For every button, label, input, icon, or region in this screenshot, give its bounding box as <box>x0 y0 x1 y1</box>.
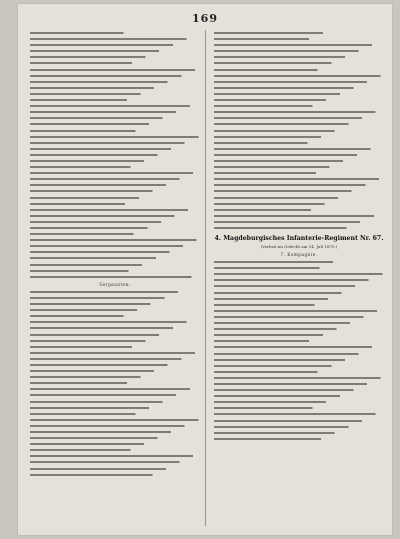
entries-block-4 <box>214 259 384 442</box>
section-title: 4. Magdeburgisches Infanterie-Regiment Nr. 67. <box>214 235 384 243</box>
entries-block-2 <box>30 289 200 478</box>
left-subheading: Sergeanten: <box>99 281 131 287</box>
page-number: 169 <box>192 12 218 25</box>
section-subtitle: (Verlust im Gefecht am 14. Juli 1870.) <box>260 244 338 250</box>
right-subheading: 7. Kompagnie. <box>280 252 318 258</box>
entries-block-1 <box>30 30 200 280</box>
entries-block-3 <box>214 30 384 231</box>
column-divider <box>205 30 206 526</box>
right-column <box>214 30 384 442</box>
document-page <box>18 4 392 535</box>
left-column <box>30 30 200 478</box>
